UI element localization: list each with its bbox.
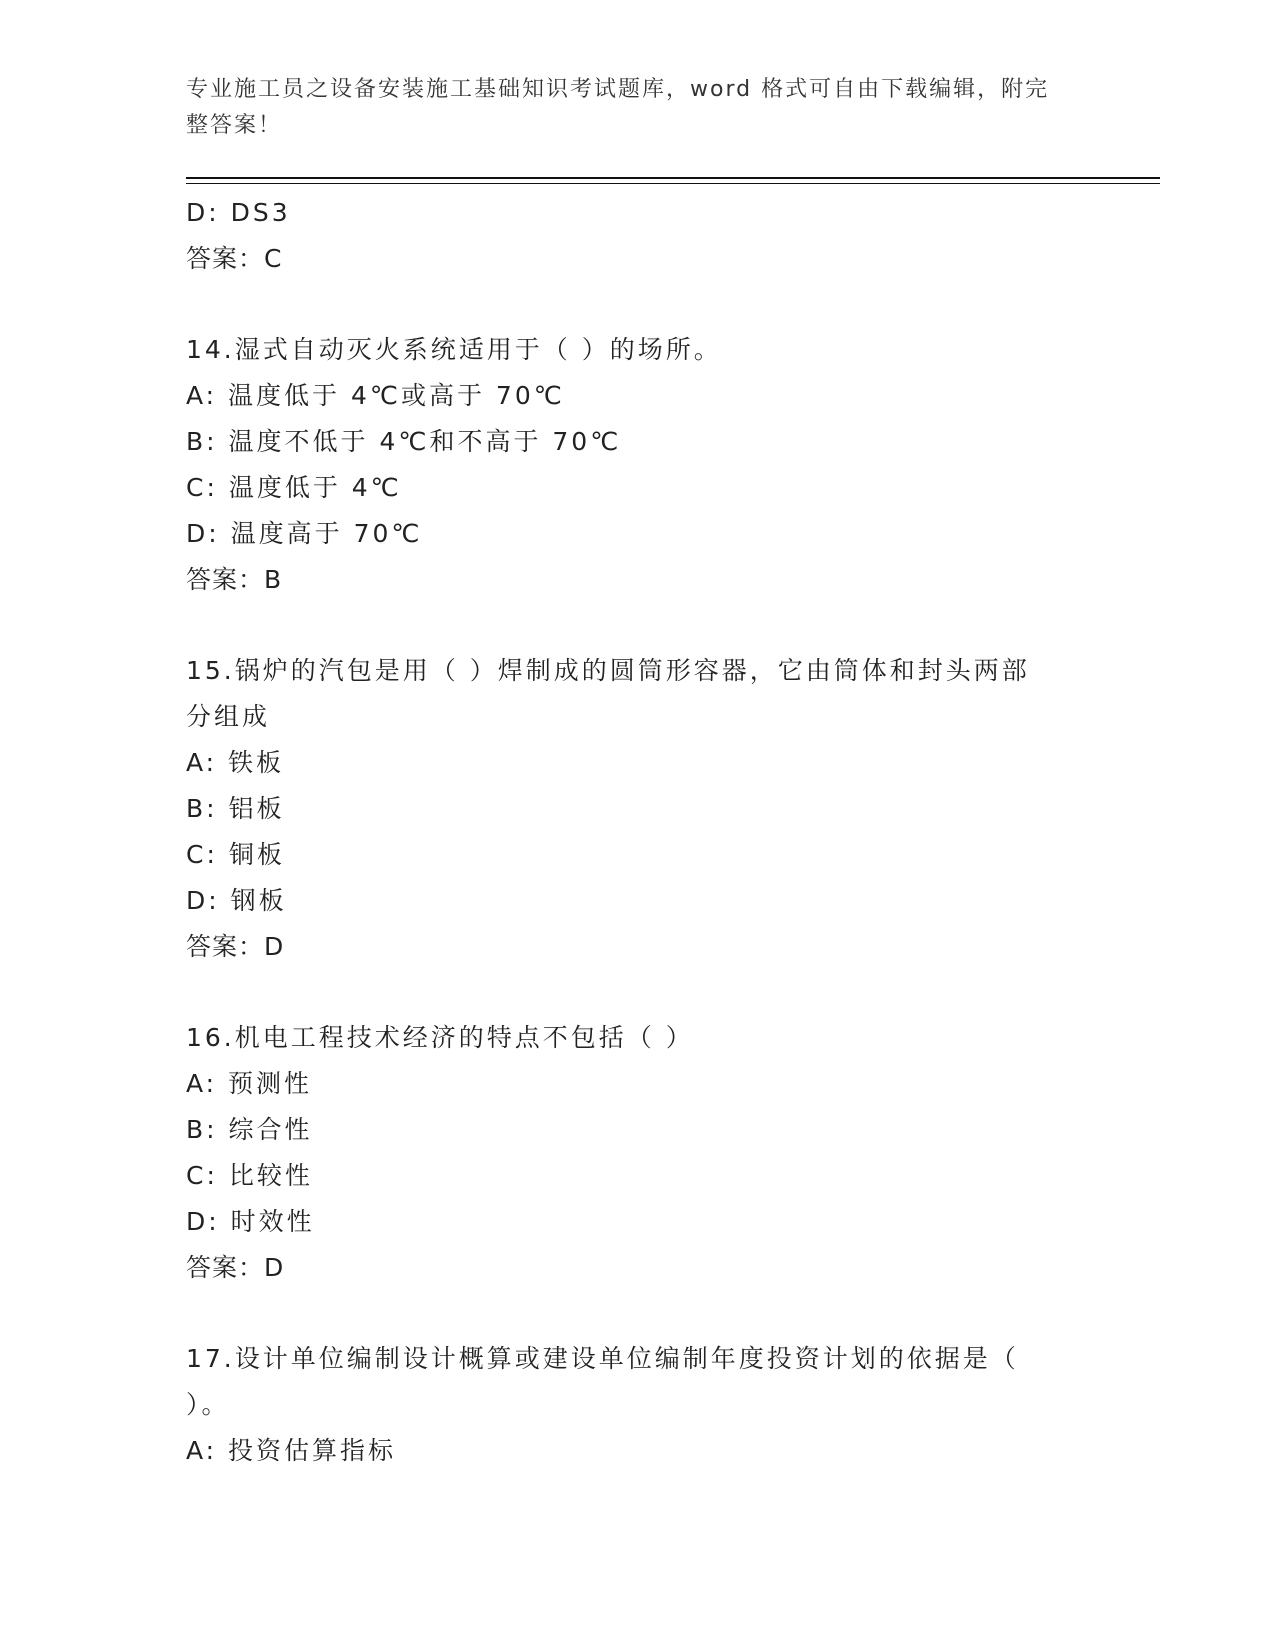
question-stem: 17.设计单位编制设计概算或建设单位编制年度投资计划的依据是（ — [186, 1344, 1019, 1373]
answer-line: 答案：D — [186, 1253, 285, 1282]
spacer — [186, 1291, 1086, 1336]
option-c: C: 铜板 — [186, 840, 285, 869]
option-a: A: 投资估算指标 — [186, 1436, 397, 1465]
spacer — [186, 603, 1086, 648]
question-13-tail — [186, 190, 1086, 282]
document-header — [186, 72, 1086, 144]
question-stem-continued: 分组成 — [186, 702, 271, 731]
question-stem: 14.湿式自动灭火系统适用于（ ）的场所。 — [186, 335, 722, 364]
option-a: A: 预测性 — [186, 1069, 313, 1098]
option-d: D: 时效性 — [186, 1207, 315, 1236]
option-a: A: 铁板 — [186, 748, 285, 777]
question-16 — [186, 1015, 1086, 1291]
spacer — [186, 970, 1086, 1015]
document-body — [186, 190, 1086, 1474]
answer-line: 答案：D — [186, 932, 285, 961]
question-17 — [186, 1336, 1086, 1474]
header-line-2: 整答案！ — [186, 113, 283, 138]
question-stem-continued: ）。 — [186, 1390, 230, 1419]
option-b: B: 综合性 — [186, 1115, 313, 1144]
option-d: D: DS3 — [186, 198, 291, 227]
header-rule-thin — [186, 183, 1160, 184]
spacer — [186, 282, 1086, 327]
option-b: B: 铝板 — [186, 794, 285, 823]
option-b: B: 温度不低于 4℃和不高于 70℃ — [186, 427, 622, 456]
option-c: C: 温度低于 4℃ — [186, 473, 402, 502]
option-d: D: 温度高于 70℃ — [186, 519, 423, 548]
question-stem: 15.锅炉的汽包是用（ ）焊制成的圆筒形容器，它由筒体和封头两部 — [186, 656, 1030, 685]
option-c: C: 比较性 — [186, 1161, 313, 1190]
question-14 — [186, 327, 1086, 603]
answer-line: 答案：C — [186, 244, 283, 273]
header-line-1: 专业施工员之设备安装施工基础知识考试题库，word 格式可自由下载编辑，附完 — [186, 77, 1050, 102]
header-rule-thick — [186, 177, 1160, 179]
option-a: A: 温度低于 4℃或高于 70℃ — [186, 381, 565, 410]
question-stem: 16.机电工程技术经济的特点不包括（ ） — [186, 1023, 694, 1052]
option-d: D: 钢板 — [186, 886, 287, 915]
question-15 — [186, 648, 1086, 970]
answer-line: 答案：B — [186, 565, 283, 594]
